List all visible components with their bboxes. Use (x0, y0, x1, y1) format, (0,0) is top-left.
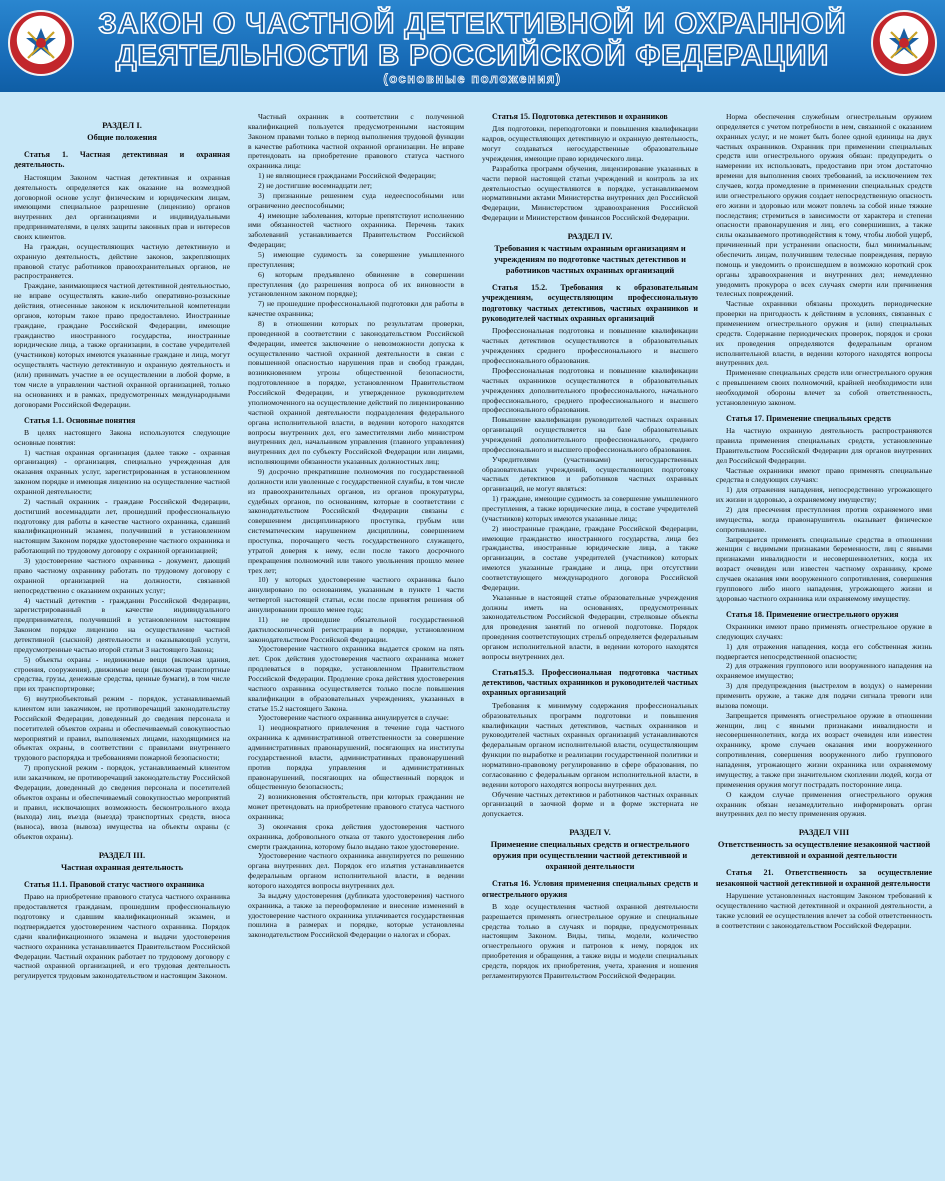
article-heading: Статья 16. Условия применения специальных средств и огнестрельного оружия (482, 879, 698, 899)
article-heading: Статья 1.1. Основные понятия (24, 415, 136, 425)
paragraph: 2) не достигшие восемнадцати лет; (258, 181, 373, 191)
article-heading: Статья15.3. Профессиональная подготовка частных детективов, частных охранников и руководителей частных охранных организаций (482, 667, 698, 698)
text-column-2 (248, 112, 464, 1172)
paragraph: Повышение квалификации руководителей частных охранных организаций осуществляется на базе образовательных учреждений дополнительного профессионального, среднего профессионального и высшего профессионального образования. (482, 415, 698, 454)
paragraph: 1) граждане, имеющие судимость за совершение умышленного преступления, а также юридические лица, в составе учредителей (участников) которых имеются указанные лица; (482, 494, 698, 523)
paragraph: 3) для предупреждения (выстрелом в воздух) о намерении применить оружие, а также для подачи сигнала тревоги или вызова помощи. (716, 681, 932, 710)
paragraph: 2) для пресечения преступления против охраняемого ими имущества, когда правонарушитель оказывает физическое сопротивление. (716, 505, 932, 534)
paragraph: 2) частный охранник - граждане Российской Федерации, достигший восемнадцати лет, прошедший профессиональную подготовку для работы в качестве частного охранника, сдавший квалификационный экзамен, получивший в установленном настоящим Законом порядке удостоверение частного охранника и работающий по трудовому договору с охранной организацией; (14, 496, 230, 556)
paragraph: Применение специальных средств или огнестрельного оружия с превышением своих полномочий, крайней необходимости или необходимой обороны влечет за собой ответственность, установленную законом. (716, 368, 932, 407)
paragraph: 1) для отражения нападения, когда его собственная жизнь подвергается непосредственной опасности; (716, 641, 932, 661)
paragraph: Нарушение установленных настоящим Законом требований к осуществлению частной детективной и охранной деятельности, а также условий ее осуществления влечет за собой ответственность в соответствии с законодательством Российской Федерации. (716, 891, 932, 930)
header-banner (0, 0, 945, 92)
paragraph: Право на приобретение правового статуса частного охранника предоставляется гражданам, прошедшим профессиональную подготовку и сдавшим квалификационный экзамен, и подтверждается удостоверением частного охранника. Порядок сдачи квалификационного экзамена и выдачи удостоверения частного охранника устанавливается Правительством Российской Федерации. Частный охранник работает по трудовому договору с частной охранной организацией, и его трудовая деятельность регулируется трудовым законодательством и настоящим Законом. (14, 892, 230, 981)
paragraph: Учредителями (участниками) негосударственных образовательных учреждений, осуществляющих подготовку частных детективов и работников частных охранных организаций, не могут являться: (482, 454, 698, 494)
law-text-columns (14, 112, 932, 1172)
paragraph: На граждан, осуществляющих частную детективную и охранную деятельность, действие законов, закрепляющих правовой статус работников правоохранительных органов, не распространяется. (14, 241, 230, 281)
paragraph: 1) неоднократного привлечения в течение года частного охранника к административной ответственности за совершение административных правонарушений, посягающих на институты государственной власти, административных правонарушений против порядка управления и административных правонарушений, посягающих на общественный порядок и общественную безопасность; (248, 723, 464, 792)
paragraph: 1) для отражения нападения, непосредственно угрожающего их жизни и здоровью, а охраняемому имуществу; (716, 485, 932, 505)
article-heading: Статья 18. Применение огнестрельного оружия (726, 609, 899, 619)
paragraph: Частный охранник в соответствии с полученной квалификацией пользуется предусмотренными настоящим Законом правами только в период выполнения трудовой функции в качестве работника частной охранной организации. Не вправе претендовать на приобретение правового статуса частного охранника лица: (248, 112, 464, 171)
paragraph: 3) окончания срока действия удостоверения частного охранника, добровольного отказа от такого удостоверения либо смерти гражданина, которому было выдано такое удостоверение. (248, 821, 464, 851)
paragraph: 4) частный детектив - гражданин Российской Федерации, зарегистрированный в качестве индивидуального предпринимателя, получивший в установленном настоящим Законом порядке лицензию на осуществление частной детективной (сыскной) деятельности и оказывающий услуги, предусмотренные частью второй статьи 3 настоящего Закона; (14, 595, 230, 654)
section-heading: РАЗДЕЛ V. (569, 827, 611, 838)
article-heading: Статья 1. Частная детективная и охранная деятельность. (14, 150, 230, 170)
paragraph: 2) для отражения группового или вооруженного нападения на охраняемое имущество; (716, 661, 932, 681)
section-title: Частная охранная деятельность (61, 863, 183, 873)
paragraph: Указанные в настоящей статье образовательные учреждения должны иметь на основаниях, предусмотренных законодательством Российской Федерации, стрелковые объекты для проведения занятий по огневой подготовке. Порядок проведения соответствующих стрельб определяется федеральным органом исполнительной власти, в ведении которого находятся вопросы внутренних дел. (482, 592, 698, 661)
article-heading: Статья 17. Применение специальных средств (726, 413, 892, 423)
text-column-1 (14, 112, 230, 1172)
paragraph: В ходе осуществления частной охранной деятельности разрешается применять огнестрельное оружие и специальные средства только в случаях и порядке, предусмотренных настоящим Законом. Виды, типы, модели, количество огнестрельного оружия и патронов к нему, порядок их приобретения и обращения, а также виды и модели специальных средств, порядок их приобретения, учета, хранения и ношения регламентируются Правительством Российской Федерации. (482, 901, 698, 980)
paragraph: 7) пропускной режим - порядок, устанавливаемый клиентом или заказчиком, не противоречащий законодательству Российской Федерации, доведенный до сведения персонала и посетителей объектов охраны и обеспечиваемый совокупностью мероприятий и правил, исключающих возможность бесконтрольного входа (выхода) лиц, въезда (выезда) транспортных средств, вноса (выноса), ввоза (вывоза) имущества на объекты охраны (с объектов охраны). (14, 763, 230, 842)
title-line-1: ЗАКОН О ЧАСТНОЙ ДЕТЕКТИВНОЙ И ОХРАННОЙ (98, 8, 847, 40)
paragraph: 10) у которых удостоверение частного охранника было аннулировано по основаниям, указанным в пункте 1 части четвертой настоящей статьи, если после принятия решения об аннулировании прошло менее года; (248, 575, 464, 614)
paragraph: Требования к минимуму содержания профессиональных образовательных программ подготовки и повышения квалификации частных детективов, частных охранников и руководителей частных охранных организаций устанавливаются федеральным органом исполнительной власти, осуществляющим функции по выработке и реализации государственной политики и нормативно-правовому регулированию в сфере образования, по согласованию с федеральным органом исполнительной власти, в ведении которого находятся вопросы внутренних дел. (482, 700, 698, 789)
paragraph: 7) не прошедшие профессиональной подготовки для работы в качестве охранника; (248, 299, 464, 319)
paragraph: Частные охранники обязаны проходить периодические проверки на пригодность к действиям в условиях, связанных с применением огнестрельного оружия и (или) специальных средств. Содержание периодических проверок, порядок и сроки их проведения определяются федеральным органом исполнительной власти, в ведении которого находятся вопросы внутренних дел. (716, 299, 932, 368)
section-heading: РАЗДЕЛ III. (98, 849, 146, 860)
paragraph: 2) иностранные граждане, граждане Российской Федерации, имеющие гражданство иностранного государства, лица без гражданства, иностранные юридические лица, а также организации, в составе учредителей (участников) которых имеются указанные граждане и лица, при отсутствии соответствующего международного договора Российской Федерации. (482, 523, 698, 592)
paragraph: 5) объекты охраны - недвижимые вещи (включая здания, строения, сооружения), движимые вещи (включая транспортные средства, грузы, денежные средства, ценные бумаги), в том числе при их транспортировке; (14, 654, 230, 694)
section-heading: РАЗДЕЛ VIII (798, 827, 850, 838)
paragraph: На частную охранную деятельность распространяются правила применения специальных средств, установленные Правительством Российской Федерации для органов внутренних дел Российской Федерации. (716, 426, 932, 465)
text-column-4 (716, 112, 932, 1172)
section-heading: РАЗДЕЛ I. (102, 120, 142, 130)
paragraph: 3) удостоверение частного охранника - документ, дающий право частному охраннику работать по трудовому договору с охранной организацией на должности, связанной непосредственно с оказанием охранных услуг; (14, 556, 230, 595)
paragraph: Для подготовки, переподготовки и повышения квалификации кадров, осуществляющих детективную и охранную деятельность, могут создаваться негосударственные образовательные учреждения, имеющие право юридического лица. (482, 124, 698, 163)
paragraph: Запрещается применять огнестрельное оружие в отношении женщин, лиц с явными признаками инвалидности и несовершеннолетних, когда их возраст очевиден или известен охраннику, кроме случаев оказания ими вооруженного сопротивления, совершения вооруженного либо группового нападения, угрожающего жизни охранника или охраняемому имуществу, а также при значительном скоплении людей, когда от применения оружия могут пострадать посторонние лица. (716, 710, 932, 789)
paragraph: 8) в отношении которых по результатам проверки, проведенной в соответствии с законодательством Российской Федерации, имеется заключение о невозможности допуска к осуществлению частной охранной деятельности в связи с повышенной опасностью нарушения прав и свобод граждан, возникновением угрозы общественной безопасности, подготовленное в порядке, установленном Правительством Российской Федерации, и утвержденное руководителем уполномоченного на осуществление действий по лицензированию частной охранной деятельности подразделения федерального органа исполнительной власти, в ведении которого находятся вопросы внутренних дел, его заместителями либо министром внутренних дел, начальником управления (главного управления) внутренних дел по субъекту Российской Федерации или лицами, исполняющими обязанности указанных должностных лиц; (248, 319, 464, 467)
paragraph: 3) признанные решением суда недееспособными или ограниченно дееспособными; (248, 190, 464, 210)
section-title: Требования к частным охранным организациям и учреждениям по подготовке частных детективов и работников частных охранных организаций (494, 244, 686, 275)
paragraph: О каждом случае применения огнестрельного оружия охранник обязан незамедлительно информировать орган внутренних дел по месту применения оружия. (716, 789, 932, 819)
paragraph: 1) не являющиеся гражданами Российской Федерации; (258, 171, 436, 181)
paragraph: Настоящим Законом частная детективная и охранная деятельность определяется как оказание на возмездной договорной основе услуг физическим и юридическим лицам, имеющими специальное разрешение (лицензию) органов внутренних дел организациями и индивидуальными предпринимателями, в целях защиты законных прав и интересов своих клиентов. (14, 172, 230, 242)
paragraph: Норма обеспечения служебным огнестрельным оружием определяется с учетом потребности в нем, связанной с оказанием охранных услуг, и не может быть более одной единицы на двух частных охранников. Охранник при применении специальных средств или огнестрельного оружия обязан: предупредить о намерении их использовать, предоставив при этом достаточно времени для выполнения своих требований, за исключением тех случаев, когда промедление в применении специальных средств или огнестрельного оружия создает непосредственную опасность его жизни и здоровью или может повлечь за собой иные тяжкие последствия; стремиться в зависимости от характера и степени опасности правонарушения и лиц, его совершивших, а также силы оказываемого противодействия к тому, чтобы любой ущерб, причиненный при устранении опасности, был минимальным; обеспечить лицам, получившим телесные повреждения, первую помощь и уведомить о происшедшем в возможно короткий срок органы здравоохранения и внутренних дел; немедленно уведомить прокурора о всех случаях смерти или причинения телесных повреждений. (716, 112, 932, 299)
paragraph: 11) не прошедшие обязательной государственной дактилоскопической регистрации в порядке, установленном законодательством Российской Федерации. (248, 614, 464, 644)
paragraph: Частные охранники имеют право применять специальные средства в следующих случаях: (716, 465, 932, 485)
paragraph: Удостоверение частного охранника аннулируется в случае: (258, 713, 449, 723)
paragraph: Удостоверение частного охранника аннулируется по решению органа внутренних дел. Порядок его изъятия устанавливается федеральным органом исполнительной власти, в ведении которого находятся вопросы внутренних дел. (248, 851, 464, 891)
paragraph: Граждане, занимающиеся частной детективной деятельностью, не вправе осуществлять какие-либо оперативно-розыскные действия, отнесенные законом к исключительной компетенции органов, которым такое право предоставлено. Иностранные граждане, граждане Российской Федерации, имеющие гражданство иностранного государства, иностранные юридические лица, а также организации, в составе учредителей (участников) которых имеются указанные граждане и лица, могут осуществлять частную детективную и охранную деятельность и (или) принимать участие в ее осуществлении в любой форме, в том числе в управлении частной охранной организацией, только на основаниях и в рамках, предусмотренных международными договорами Российской Федерации. (14, 281, 230, 409)
paragraph: В целях настоящего Закона используются следующие основные понятия: (14, 427, 230, 447)
paragraph: 9) досрочно прекратившие полномочия по государственной должности или уволенные с государственной службы, в том числе из правоохранительных органов, из органов прокуратуры, судебных органов, по основаниям, которые в соответствии с законодательством Российской Федерации связаны с совершением дисциплинарного проступка, грубым или систематическим нарушением дисциплины, совершением проступка, порочащего честь государственного служащего, утратой доверия к нему, если после такого досрочного прекращения полномочий или такого увольнения прошло менее трех лет; (248, 466, 464, 575)
paragraph: Профессиональная подготовка и повышение квалификации частных детективов осуществляются в образовательных учреждениях среднего профессионального и высшего профессионального образования. (482, 326, 698, 366)
paragraph: 1) частная охранная организация (далее также - охранная организация) - организация, специально учрежденная для оказания охранных услуг, зарегистрированная в установленном законом порядке и имеющая лицензию на осуществление частной охранной деятельности; (14, 447, 230, 497)
title-line-2: ДЕЯТЕЛЬНОСТИ В РОССИЙСКОЙ ФЕДЕРАЦИИ (115, 40, 830, 72)
article-heading: Статья 15.2. Требования к образовательным учреждениям, осуществляющим профессиональную подготовку частных детективов, частных охранников и руководителей частных охранных организаций (482, 282, 698, 324)
paragraph: 6) которым предъявлено обвинение в совершении преступления (до разрешения вопроса об их виновности в установленном законом порядке); (248, 269, 464, 299)
paragraph: 2) возникновения обстоятельств, при которых гражданин не может претендовать на приобретение правового статуса частного охранника; (248, 792, 464, 822)
paragraph: 6) внутриобъектовый режим - порядок, устанавливаемый клиентом или заказчиком, не противоречащий законодательству Российской Федерации, доведенный до сведения персонала и посетителей объектов охраны и обеспечиваемый совокупностью мероприятий и правил, выполняемых лицами, находящимися на объектах охраны, в соответствии с правилами внутреннего трудового распорядка и требованиями пожарной безопасности; (14, 694, 230, 763)
section-title: Общие положения (87, 133, 157, 143)
paragraph: Разработка программ обучения, лицензирование указанных в части первой настоящей статьи учреждений и контроль за их деятельностью осуществляются в порядке, устанавливаемом нормативными актами Министерства внутренних дел Российской Федерации, Министерством здравоохранения Российской Федерации и Министерством финансов Российской Федерации. (482, 163, 698, 223)
paragraph: Профессиональная подготовка и повышение квалификации частных охранников осуществляются в образовательных учреждениях дополнительного профессионального, начального профессионального, среднего профессионального и высшего профессионального образования. (482, 365, 698, 415)
article-heading: Статья 15. Подготовка детективов и охранников (492, 112, 668, 121)
section-heading: РАЗДЕЛ IV. (567, 230, 613, 241)
text-column-3 (482, 112, 698, 1172)
paragraph: За выдачу удостоверения (дубликата удостоверения) частного охранника, а также за переоформление и внесение изменений в удостоверение частного охранника уплачивается государственная пошлина в размерах и порядке, которые установлены законодательством Российской Федерации о налогах и сборах. (248, 890, 464, 940)
article-heading: Статья 11.1. Правовой статус частного охранника (24, 880, 205, 890)
security-service-emblem-icon (871, 10, 937, 76)
paragraph: 5) имеющие судимость за совершение умышленного преступления; (248, 250, 464, 269)
paragraph: Охранники имеют право применять огнестрельное оружие в следующих случаях: (716, 622, 932, 641)
article-heading: Статья 21. Ответственность за осуществление незаконной частной детективной и охранной деятельности (716, 868, 932, 888)
section-title: Применение специальных средств и огнестрельного оружия при осуществлении частной детективной и охранной деятельности (490, 840, 690, 872)
paragraph: Запрещается применять специальные средства в отношении женщин с видимыми признаками беременности, лиц с явными признаками инвалидности и несовершеннолетних, когда их возраст очевиден или известен частному охраннику, кроме случаев оказания ими вооруженного сопротивления, совершения группового либо иного нападения, угрожающего жизни и здоровью частного охранника или охраняемому имуществу. (716, 534, 932, 603)
paragraph: Удостоверение частного охранника выдается сроком на пять лет. Срок действия удостоверения частного охранника может продлеваться в порядке, установленном Правительством Российской Федерации. Продление срока действия удостоверения частного охранника осуществляется только после повышения квалификации в образовательных учреждениях, указанных в статье 15.2 настоящего Закона. (248, 644, 464, 713)
paragraph: Обучение частных детективов и работников частных охранных организаций в заочной форме и в форме экстерната не допускается. (482, 789, 698, 819)
paragraph: 4) имеющие заболевания, которые препятствуют исполнению ими обязанностей частного охранника. Перечень таких заболеваний устанавливается Правительством Российской Федерации; (248, 210, 464, 250)
subtitle: (основные положения) (383, 71, 562, 86)
section-title: Ответственность за осуществление незаконной частной детективной и охранной деятельности (717, 840, 931, 861)
